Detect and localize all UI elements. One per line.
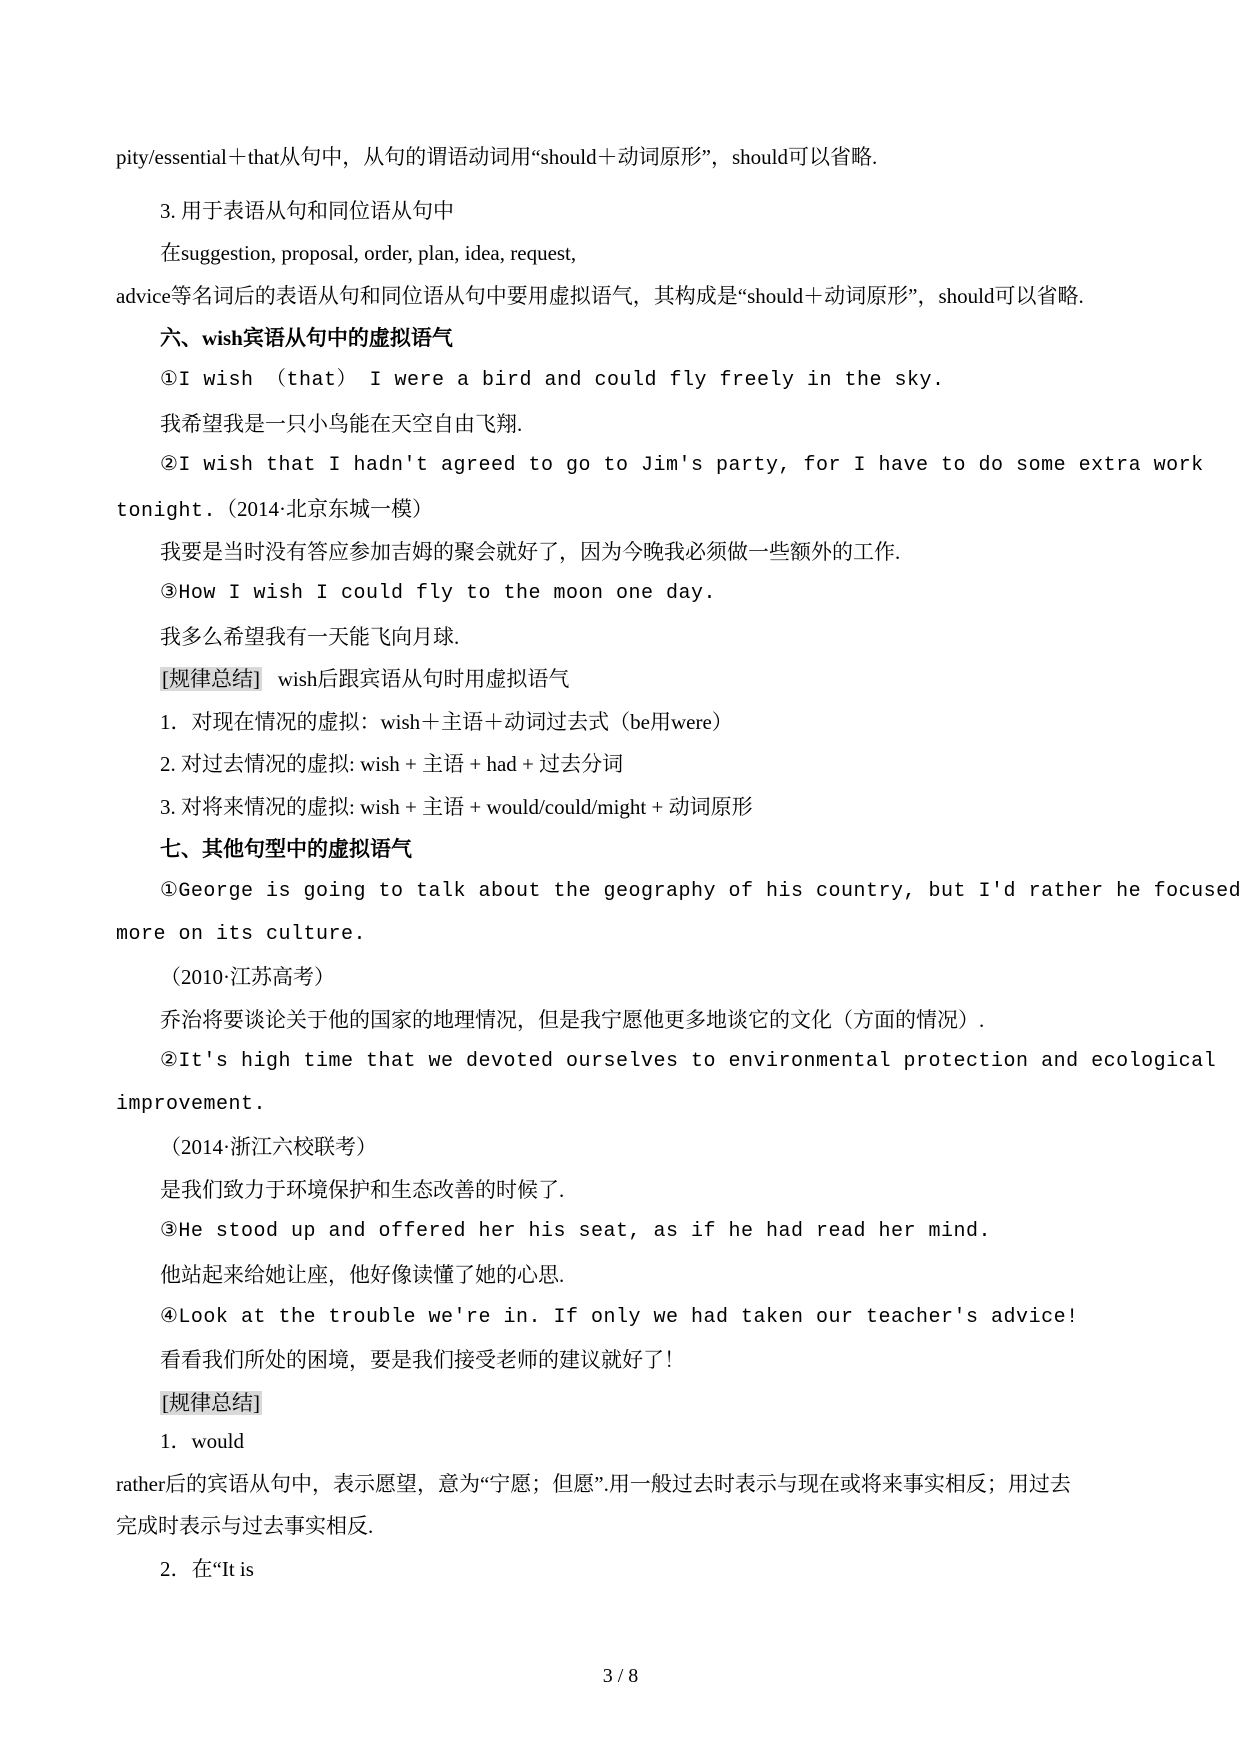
- rule-summary-line: [160, 1390, 262, 1416]
- example-sentence-continuation: improvement.: [116, 1093, 267, 1116]
- translation: 我希望我是一只小鸟能在天空自由飞翔.: [160, 412, 523, 436]
- example-sentence: ①George is going to talk about the geography of his country, but I'd rather he focused: [160, 880, 1241, 903]
- source-note: （2014·北京东城一模）: [216, 497, 434, 521]
- translation: 是我们致力于环境保护和生态改善的时候了.: [160, 1178, 565, 1202]
- rule-item: 3. 对将来情况的虚拟: wish + 主语 + would/could/might + 动词原形: [160, 795, 753, 819]
- rule-item: 2. 对过去情况的虚拟: wish + 主语 + had + 过去分词: [160, 752, 624, 776]
- translation: 我多么希望我有一天能飞向月球.: [160, 625, 460, 649]
- rule-summary-tag: [规律总结]: [162, 1391, 260, 1415]
- text-line: pity/essential＋that从句中，从句的谓语动词用“should＋动词原形”，should可以省略.: [116, 145, 878, 169]
- example-sentence-continuation: more on its culture.: [116, 923, 367, 946]
- section-heading: 七、其他句型中的虚拟语气: [160, 837, 412, 861]
- translation: 看看我们所处的困境，要是我们接受老师的建议就好了！: [160, 1348, 685, 1372]
- source-note: （2014·浙江六校联考）: [160, 1135, 377, 1159]
- rule-item: 2．在“It is: [160, 1557, 254, 1581]
- text-line: rather后的宾语从句中，表示愿望，意为“宁愿；但愿”.用一般过去时表示与现在或将来事实相反；用过去: [116, 1472, 1071, 1496]
- section-heading: 六、wish宾语从句中的虚拟语气: [160, 326, 453, 350]
- translation: 乔治将要谈论关于他的国家的地理情况，但是我宁愿他更多地谈它的文化（方面的情况）.: [160, 1008, 985, 1032]
- example-sentence: ③How I wish I could fly to the moon one day.: [160, 582, 717, 605]
- translation: 我要是当时没有答应参加吉姆的聚会就好了，因为今晚我必须做一些额外的工作.: [160, 540, 901, 564]
- text-line: 在suggestion, proposal, order, plan, idea, request,: [160, 241, 577, 265]
- example-sentence: ②I wish that I hadn't agreed to go to Jim's party, for I have to do some extra work: [160, 454, 1204, 477]
- rule-summary-title: wish后跟宾语从句时用虚拟语气: [277, 667, 570, 691]
- text-line: advice等名词后的表语从句和同位语从句中要用虚拟语气，其构成是“should＋动词原形”，should可以省略.: [116, 284, 1084, 308]
- rule-item: 1．would: [160, 1429, 244, 1453]
- example-sentence: ④Look at the trouble we're in. If only we had taken our teacher's advice!: [160, 1306, 1079, 1329]
- example-text: tonight.: [116, 500, 217, 523]
- rule-item: 1．对现在情况的虚拟：wish＋主语＋动词过去式（be用were）: [160, 710, 733, 734]
- text-line: 完成时表示与过去事实相反.: [116, 1514, 374, 1538]
- example-sentence: ②It's high time that we devoted ourselves to environmental protection and ecological: [160, 1050, 1217, 1073]
- rule-summary-tag: [规律总结]: [162, 667, 260, 691]
- source-note: （2010·江苏高考）: [160, 965, 335, 989]
- rule-summary-line: [160, 666, 569, 692]
- page-number: 3 / 8: [602, 1665, 639, 1687]
- example-sentence-continuation: [116, 496, 433, 525]
- example-sentence: ③He stood up and offered her his seat, as if he had read her mind.: [160, 1220, 992, 1243]
- example-sentence: ①I wish （that） I were a bird and could fly freely in the sky.: [160, 369, 945, 392]
- section-item: 3. 用于表语从句和同位语从句中: [160, 199, 454, 223]
- translation: 他站起来给她让座，他好像读懂了她的心思.: [160, 1263, 565, 1287]
